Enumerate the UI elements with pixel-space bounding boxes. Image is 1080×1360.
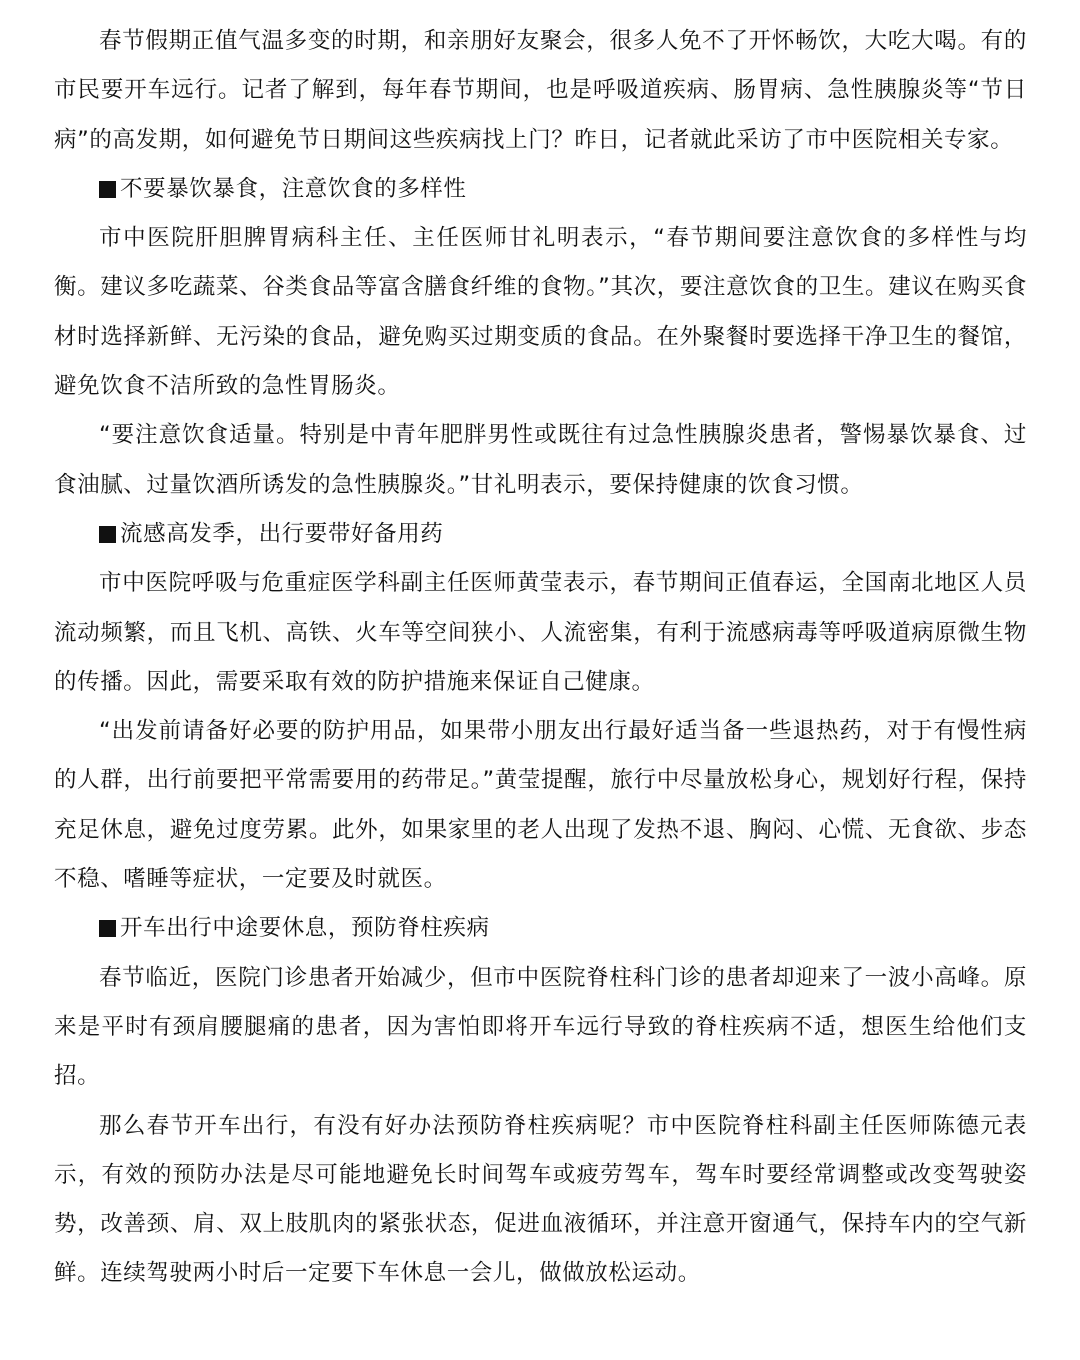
paragraph-flu-season: 市中医院呼吸与危重症医学科副主任医师黄莹表示，春节期间正值春运，全国南北地区人员流动频繁，而且飞机、高铁、火车等空间狭小、人流密集，有利于流感病毒等呼吸道病原微生物的传播。因此，需要采取有效的防护措施来保证自己健康。	[54, 570, 1027, 695]
section-heading-driving	[54, 904, 1027, 953]
black-square-icon	[99, 181, 116, 198]
section-heading-flu	[54, 510, 1027, 559]
paragraph-spine-clinic: 春节临近，医院门诊患者开始减少，但市中医院脊柱科门诊的患者却迎来了一波小高峰。原来是平时有颈肩腰腿痛的患者，因为害怕即将开车远行导致的脊柱疾病不适，想医生给他们支招。	[54, 964, 1027, 1090]
paragraph-intro: 春节假期正值气温多变的时期，和亲朋好友聚会，很多人免不了开怀畅饮，大吃大喝。有的市民要开车远行。记者了解到，每年春节期间，也是呼吸道疾病、肠胃病、急性胰腺炎等“节日病”的高发期，如何避免节日期间这些疾病找上门？昨日，记者就此采访了市中医院相关专家。	[54, 28, 1027, 153]
paragraph-diet-variety: 市中医院肝胆脾胃病科主任、主任医师甘礼明表示，“春节期间要注意饮食的多样性与均衡。建议多吃蔬菜、谷类食品等富含膳食纤维的食物。”其次，要注意饮食的卫生。建议在购买食材时选择新鲜、无污染的食品，避免购买过期变质的食品。在外聚餐时要选择干净卫生的餐馆，避免饮食不洁所致的急性胃肠炎。	[54, 225, 1027, 400]
black-square-icon	[99, 526, 116, 543]
section-heading-diet-text: 不要暴饮暴食，注意饮食的多样性	[120, 175, 467, 202]
section-heading-driving-text: 开车出行中途要休息，预防脊柱疾病	[120, 915, 490, 942]
section-heading-diet	[54, 165, 1027, 214]
paragraph-travel-medicine: “出发前请备好必要的防护用品，如果带小朋友出行最好适当备一些退热药，对于有慢性病的人群，出行前要把平常需要用的药带足。”黄莹提醒，旅行中尽量放松身心，规划好行程，保持充足休息，避免过度劳累。此外，如果家里的老人出现了发热不退、胸闷、心慌、无食欲、步态不稳、嗜睡等症状，一定要及时就医。	[54, 718, 1027, 893]
paragraph-diet-moderation: “要注意饮食适量。特别是中青年肥胖男性或既往有过急性胰腺炎患者，警惕暴饮暴食、过食油腻、过量饮酒所诱发的急性胰腺炎。”甘礼明表示，要保持健康的饮食习惯。	[54, 422, 1027, 498]
section-heading-flu-text: 流感高发季，出行要带好备用药	[120, 520, 444, 547]
paragraph-driving-advice: 那么春节开车出行，有没有好办法预防脊柱疾病呢？市中医院脊柱科副主任医师陈德元表示，有效的预防办法是尽可能地避免长时间驾车或疲劳驾车，驾车时要经常调整或改变驾驶姿势，改善颈、肩、双上肢肌肉的紧张状态，促进血液循环，并注意开窗通气，保持车内的空气新鲜。连续驾驶两小时后一定要下车休息一会儿，做做放松运动。	[54, 1112, 1027, 1287]
black-square-icon	[99, 920, 116, 937]
